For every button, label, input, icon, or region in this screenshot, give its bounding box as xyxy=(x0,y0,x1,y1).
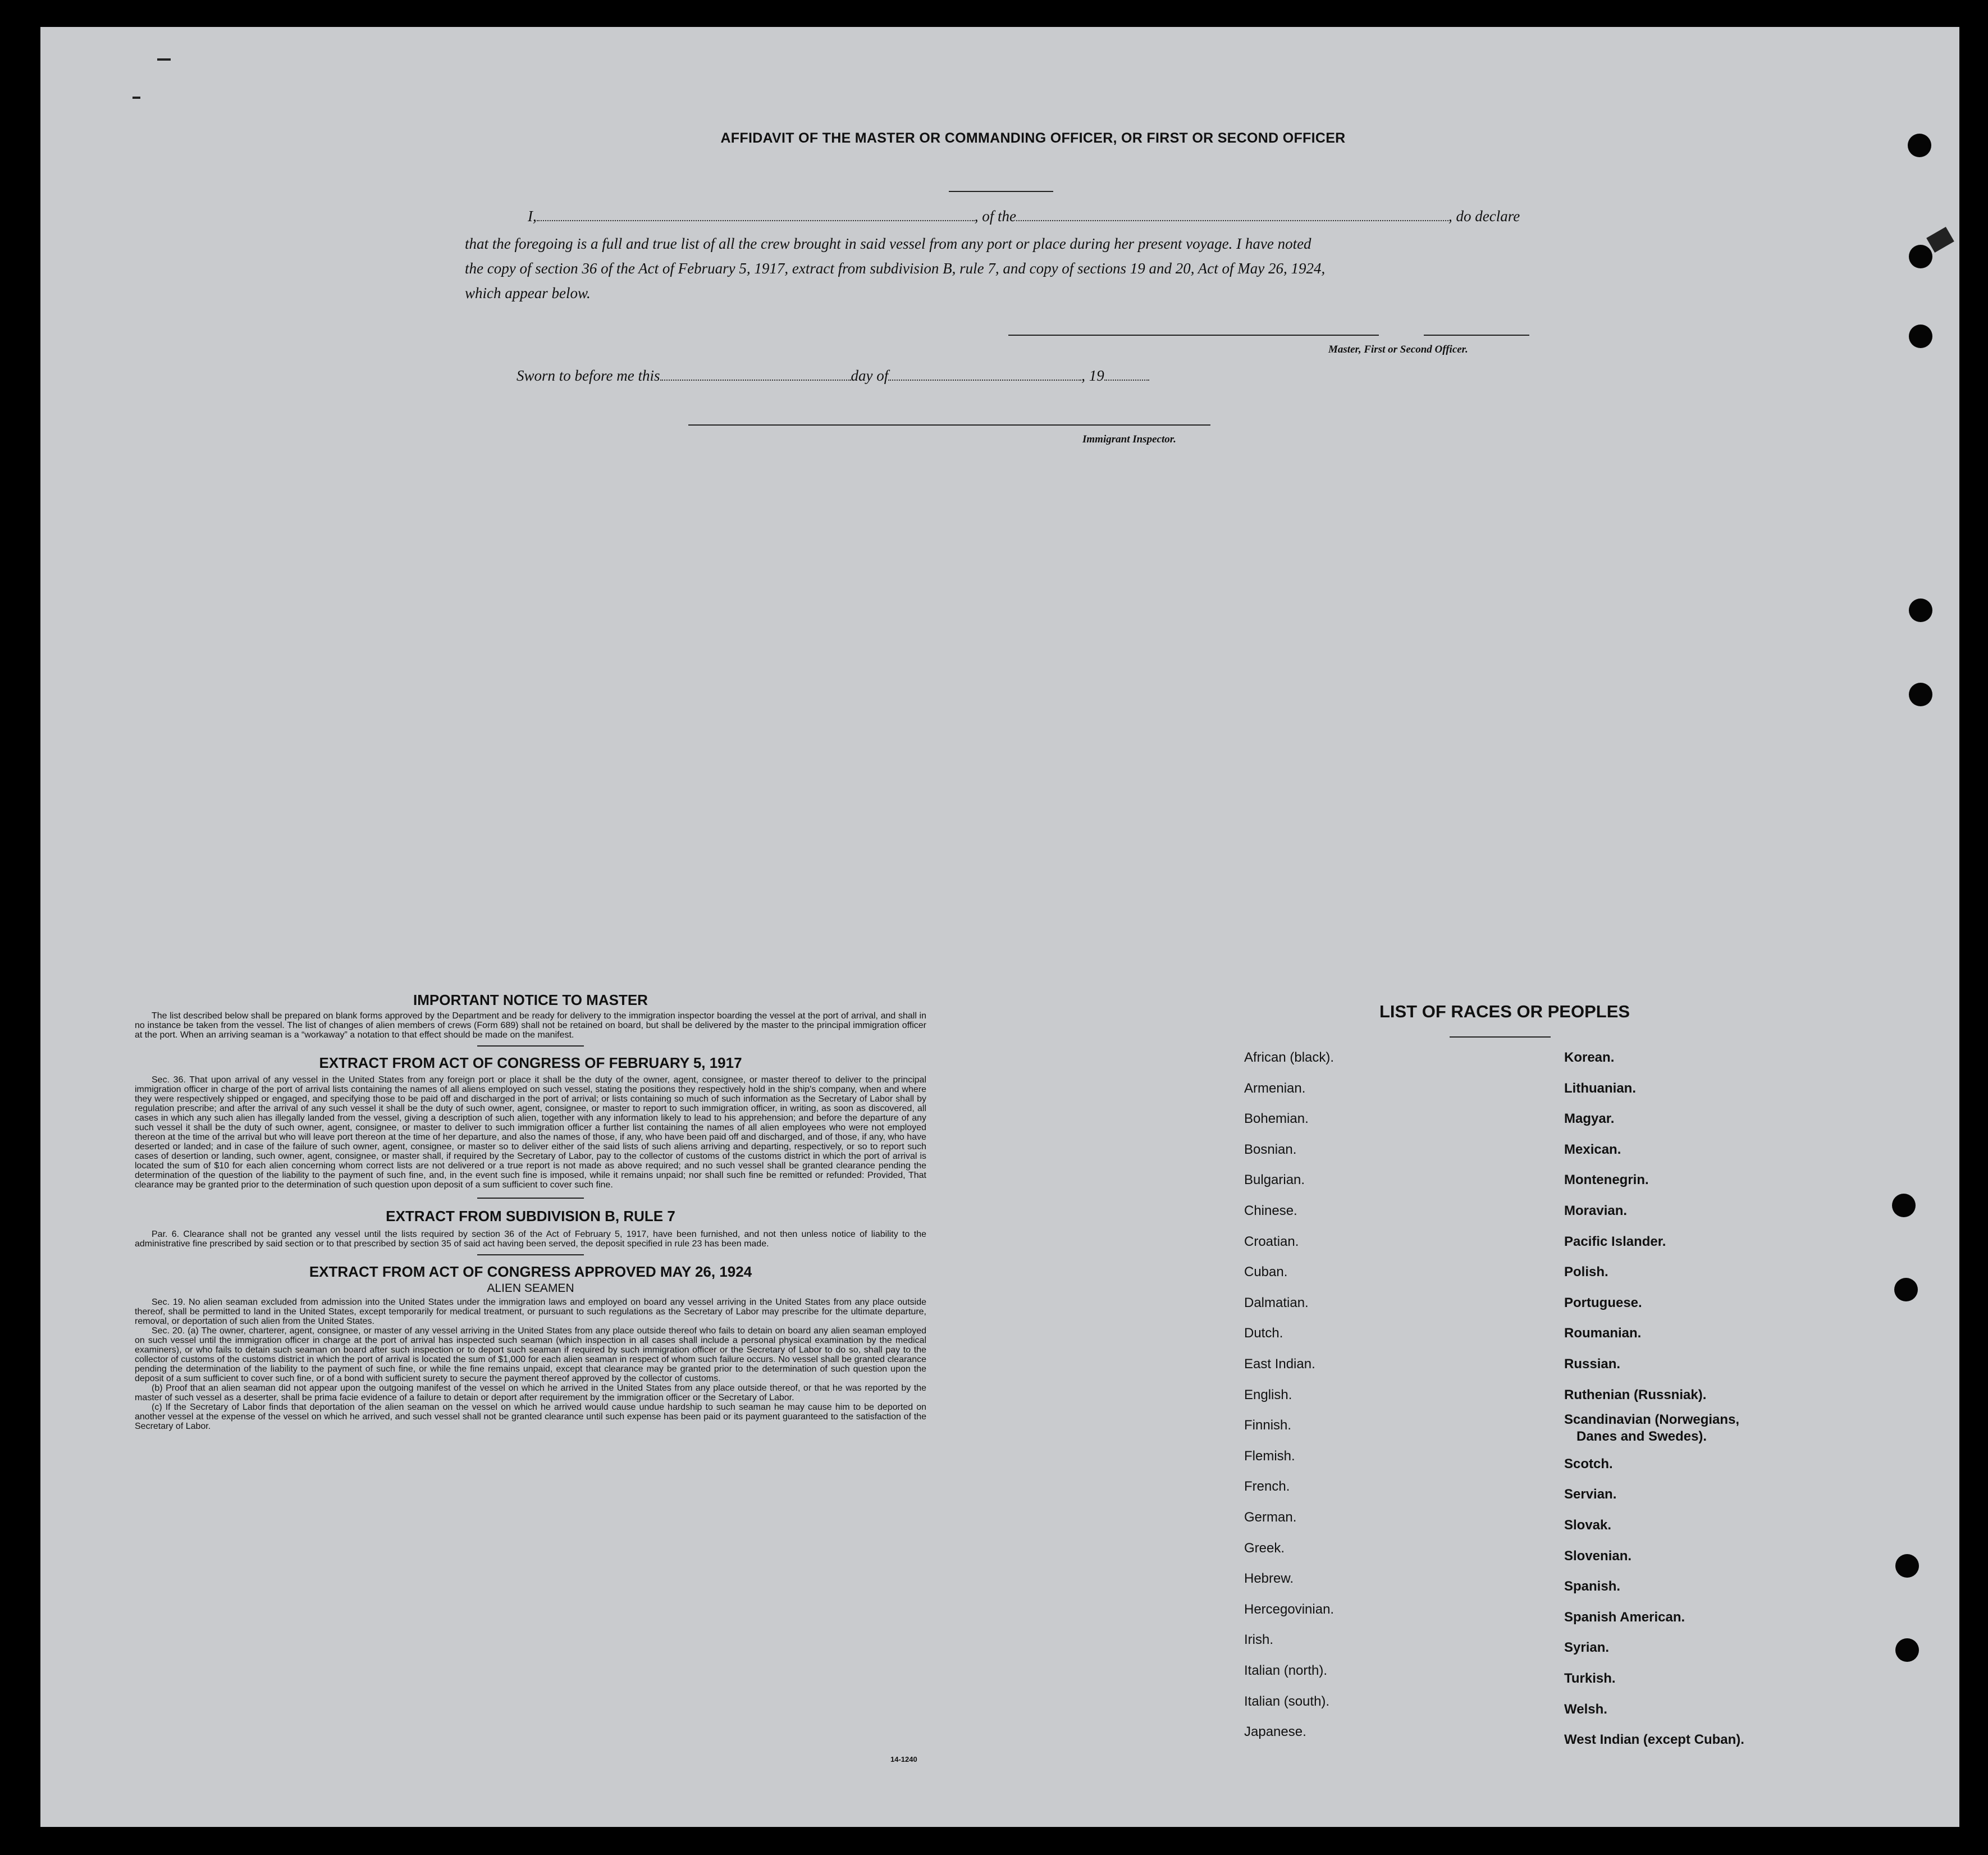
race-item: Dutch. xyxy=(1244,1326,1283,1341)
race-item: Moravian. xyxy=(1564,1203,1628,1218)
race-item: Ruthenian (Russniak). xyxy=(1564,1387,1707,1402)
race-item: Slovak. xyxy=(1564,1518,1612,1533)
races-title: LIST OF RACES OR PEOPLES xyxy=(1379,1002,1630,1021)
binder-hole xyxy=(1892,1194,1916,1217)
extract-1917-title: EXTRACT FROM ACT OF CONGRESS OF FEBRUARY 5, 1917 xyxy=(319,1054,742,1071)
race-item: Scandinavian (Norwegians, xyxy=(1564,1412,1740,1428)
race-item: German. xyxy=(1244,1510,1297,1525)
race-item: Montenegrin. xyxy=(1564,1172,1649,1188)
title-rule xyxy=(949,191,1053,192)
race-item: African (black). xyxy=(1244,1050,1335,1065)
declaration-line: that the foregoing is a full and true list of all the crew brought in said vessel from any port or place during her present voyage. I have noted xyxy=(465,235,1311,252)
section-20c-text: (c) If the Secretary of Labor finds that deportation of the alien seaman on the vessel on which he arrived would cause undue hardship to such seaman he may cause him to be deported on another vessel at the expense of the vessel on which he arrived, and such vessel shall not be granted clearance until such expense has been paid or its payment guaranteed to the satisfaction of the Secretary of Labor. xyxy=(135,1402,926,1431)
rule-7-text: Par. 6. Clearance shall not be granted any vessel until the lists required by section 36 of the Act of February 5, 1917, have been furnished, and not then unless notice of liability to the administrative fine prescribed by said section or to that prescribed by section 35 of said act having been served, the deposit specified in rule 23 has been made. xyxy=(135,1230,926,1249)
day-of-text: day of xyxy=(851,367,889,384)
race-item: Bohemian. xyxy=(1244,1111,1309,1127)
race-item: Irish. xyxy=(1244,1632,1274,1648)
declaration-body xyxy=(465,231,1325,305)
race-item: Italian (south). xyxy=(1244,1693,1330,1709)
race-item: Pacific Islander. xyxy=(1564,1233,1666,1249)
binder-hole xyxy=(1894,1278,1918,1301)
extract-1917-text: Sec. 36. That upon arrival of any vessel in the United States from any foreign port or place it shall be the duty of the owner, agent, consignee, or master thereof to deliver to the principal immigration officer in charge of the port of arrival lists containing the names of all aliens employed on such vessel, stating the positions they respectively hold in the ship's company, when and where they were respectively shipped or engaged, and specifying those to be paid off and discharged in the port of arrival; or lists containing so much of such information as the Secretary of Labor shall by regulation prescribe; and after the arrival of any such vessel it shall be the duty of such owner, agent, consignee, or master to report to such immigration officer, in writing, as soon as discovered, all cases in which any such alien has illegally landed from the vessel, giving a description of such alien, together with any information likely to lead to his apprehension; and before the departure of any such vessel it shall be the duty of such owner, agent, consignee, or master to deliver to such immigration officer a further list containing the names of all alien employees who were not employed thereon at the time of the arrival but who will leave port thereon at the time of her departure, and also the names of those, if any, who have been paid off and discharged, and of those, if any, who have deserted or landed; and in case of the failure of such owner, agent, consignee, or master so to deliver either of the said lists of such aliens arriving and departing, respectively, or so to report such cases of desertion or landing, such owner, agent, consignee, or master shall, if required by the Secretary of Labor, pay to the collector of customs of the customs district in which the port of arrival is located the sum of $10 for each alien concerning whom correct lists are not delivered or a true report is not made as above required; and no such vessel shall be granted clearance pending the determination of the question of the liability to the payment of such fine, and, in the event such fine is imposed, while it remains unpaid; nor shall such fine be remitted or refunded: Provided, That clearance may be granted prior to the determination of such question upon deposit of a sum sufficient to cover such fine. xyxy=(135,1075,926,1190)
declaration-line: which appear below. xyxy=(465,285,591,301)
race-item: Greek. xyxy=(1244,1540,1285,1556)
sworn-month-field[interactable] xyxy=(888,380,1081,381)
race-item: Danes and Swedes). xyxy=(1576,1429,1707,1445)
legal-notices-column xyxy=(135,992,926,1431)
race-item: Scotch. xyxy=(1564,1456,1613,1472)
declaration-line xyxy=(528,208,1538,225)
race-item: Finnish. xyxy=(1244,1418,1292,1433)
rule-7-title: EXTRACT FROM SUBDIVISION B, RULE 7 xyxy=(386,1208,675,1225)
binder-hole xyxy=(1908,134,1931,157)
race-item: Flemish. xyxy=(1244,1448,1295,1464)
sworn-day-field[interactable] xyxy=(660,380,851,381)
race-item: Croatian. xyxy=(1244,1233,1299,1249)
vessel-name-field[interactable] xyxy=(1016,220,1448,221)
race-item: Spanish American. xyxy=(1564,1609,1685,1625)
race-item: Bosnian. xyxy=(1244,1141,1297,1157)
sworn-prefix: Sworn to before me this xyxy=(517,367,660,384)
race-item: Roumanian. xyxy=(1564,1326,1642,1341)
master-name-field[interactable] xyxy=(537,220,975,221)
inspector-caption: Immigrant Inspector. xyxy=(1082,433,1176,445)
race-item: Turkish. xyxy=(1564,1671,1616,1686)
notice-title: IMPORTANT NOTICE TO MASTER xyxy=(413,992,648,1008)
race-item: Slovenian. xyxy=(1564,1548,1632,1564)
binder-hole xyxy=(1895,1638,1919,1662)
sworn-line xyxy=(517,367,1149,385)
form-number: 14-1240 xyxy=(890,1755,917,1763)
race-item: French. xyxy=(1244,1479,1290,1495)
binder-hole xyxy=(1909,683,1932,706)
race-item: Welsh. xyxy=(1564,1701,1607,1717)
binder-hole xyxy=(1895,1554,1919,1578)
race-item: Bulgarian. xyxy=(1244,1172,1305,1188)
race-item: Polish. xyxy=(1564,1264,1608,1280)
race-item: Cuban. xyxy=(1244,1264,1288,1280)
races-title-rule xyxy=(1450,1036,1551,1038)
race-item: Spanish. xyxy=(1564,1579,1621,1594)
race-item: Mexican. xyxy=(1564,1141,1621,1157)
race-item: Hebrew. xyxy=(1244,1571,1294,1587)
do-declare-text: , do declare xyxy=(1448,208,1520,225)
race-item: Hercegovinian. xyxy=(1244,1601,1335,1617)
section-20a-text: Sec. 20. (a) The owner, charterer, agent, consignee, or master of any vessel arriving in the United States from any place outside thereof who fails to detain on board any alien seaman employed on such vessel until the immigration officer in charge at the port of arrival has inspected such seaman (which inspection in all cases shall include a personal physical examination by the medical examiners), or who fails to detain such seaman on board after such inspection or to deport such seaman if required by such immigration officer or the Secretary of Labor to do so, shall pay to the collector of customs of the customs district in which the port of arrival is located the sum of $1,000 for each alien seaman in respect of whom such failure occurs. No vessel shall be granted clearance pending the determination of the liability to the payment of such fine, or while the fine remains unpaid, except that clearance may be granted prior to the determination of such question upon the deposit of a sum sufficient to cover such fine, or of a bond with sufficient surety to secure the payment thereof approved by the collector of customs. xyxy=(135,1326,926,1383)
smudge-mark xyxy=(157,58,171,61)
signature-line-segment xyxy=(1431,335,1529,336)
race-item: West Indian (except Cuban). xyxy=(1564,1732,1744,1748)
section-20b-text: (b) Proof that an alien seaman did not appear upon the outgoing manifest of the vessel on which he arrived in the United States from any place outside thereof, or that he was reported by the master of such vessel as a deserter, shall be prima facie evidence of a failure to detain or deport after requirement by the immigration officer or the Secretary of Labor. xyxy=(135,1383,926,1402)
race-item: Japanese. xyxy=(1244,1724,1306,1740)
section-rule xyxy=(477,1045,584,1047)
officer-signature-line[interactable] xyxy=(1008,335,1379,336)
extract-1924-title: EXTRACT FROM ACT OF CONGRESS APPROVED MAY 26, 1924 xyxy=(309,1263,752,1280)
race-item: Italian (north). xyxy=(1244,1663,1328,1678)
race-item: Lithuanian. xyxy=(1564,1080,1636,1096)
race-item: English. xyxy=(1244,1387,1292,1402)
section-rule xyxy=(477,1254,584,1255)
extract-1924-subtitle: ALIEN SEAMEN xyxy=(487,1282,574,1295)
sworn-year-field[interactable] xyxy=(1104,380,1149,381)
race-item: Armenian. xyxy=(1244,1080,1306,1096)
section-19-text: Sec. 19. No alien seaman excluded from admission into the United States under the immigration laws and employed on board any vessel arriving in the United States from any place outside thereof, shall be permitted to land in the United States, except temporarily for medical treatment, or pursuant to such regulations as the Secretary of Labor may prescribe for the ultimate departure, removal, or deportation of such alien from the United States. xyxy=(135,1297,926,1326)
section-rule xyxy=(477,1198,584,1199)
i-prefix: I, xyxy=(528,208,537,225)
smudge-mark xyxy=(132,97,140,99)
binder-hole xyxy=(1909,325,1932,348)
officer-caption: Master, First or Second Officer. xyxy=(1328,344,1468,355)
binder-hole xyxy=(1909,245,1932,268)
notice-text: The list described below shall be prepared on blank forms approved by the Department and be ready for delivery to the immigration inspector boarding the vessel at the port of arrival, and shall in no instance be taken from the vessel. The list of changes of alien members of crews (Form 689) shall not be retained on board, but shall be delivered by the master to the principal immigration officer at the port. When an arriving seaman is a “workaway” a notation to that effect should be made on the manifest. xyxy=(135,1011,926,1040)
race-item: Servian. xyxy=(1564,1487,1617,1502)
race-item: Syrian. xyxy=(1564,1640,1610,1656)
race-item: Chinese. xyxy=(1244,1203,1297,1218)
race-item: Portuguese. xyxy=(1564,1295,1642,1310)
of-the-text: , of the xyxy=(974,208,1016,225)
declaration-line: the copy of section 36 of the Act of February 5, 1917, extract from subdivision B, rule 7, and copy of sections 19 and 20, Act of May 26, 1924, xyxy=(465,260,1326,277)
year-prefix: , 19 xyxy=(1081,367,1104,384)
race-item: East Indian. xyxy=(1244,1356,1315,1372)
binder-hole xyxy=(1909,598,1932,622)
race-item: Russian. xyxy=(1564,1356,1621,1372)
race-item: Magyar. xyxy=(1564,1111,1615,1127)
affidavit-title: AFFIDAVIT OF THE MASTER OR COMMANDING OFFICER, OR FIRST OR SECOND OFFICER xyxy=(720,130,1346,146)
inspector-signature-line[interactable] xyxy=(688,424,1210,426)
race-item: Korean. xyxy=(1564,1050,1615,1065)
race-item: Dalmatian. xyxy=(1244,1295,1309,1310)
